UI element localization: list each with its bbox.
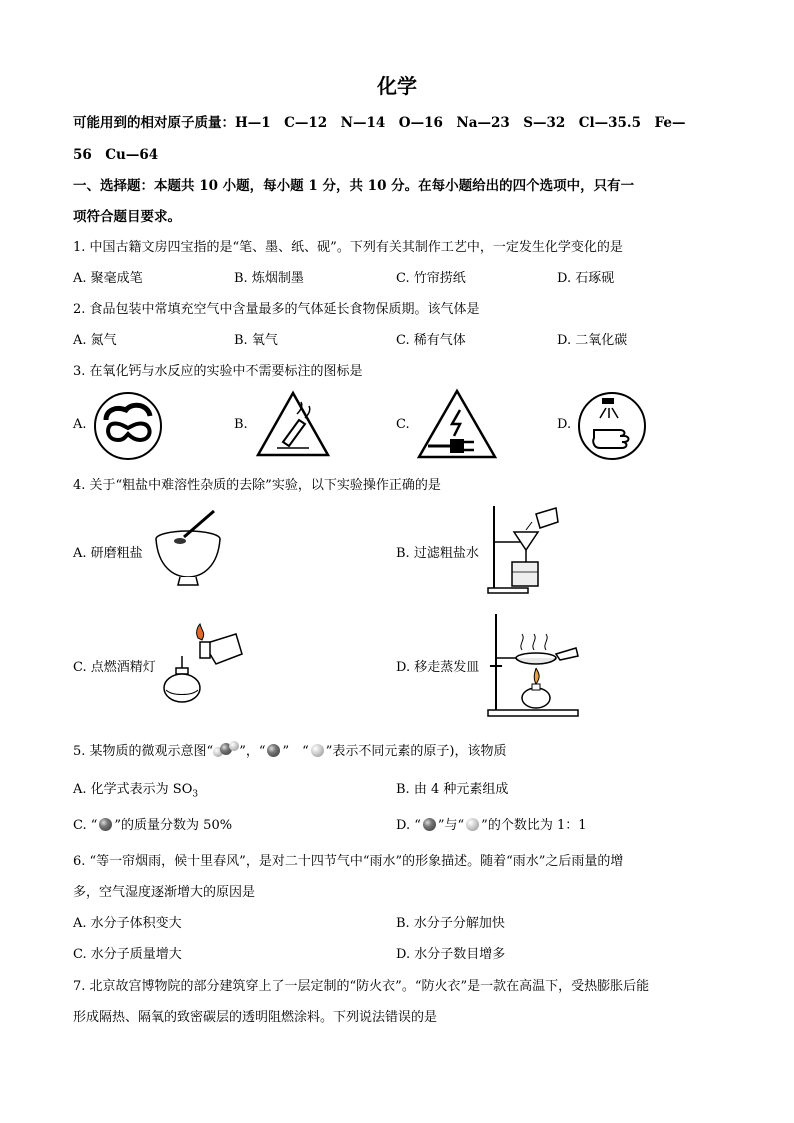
q2-option-a[interactable]: A. 氮气 <box>73 333 117 348</box>
hot-surface-warning-icon <box>255 390 331 458</box>
q2-option-d[interactable]: D. 二氧化碳 <box>557 333 628 348</box>
question-5-stem: 5. 某物质的微观示意图“ ”，“ ” “ ”表示不同元素的原子)，该物质 <box>73 740 507 759</box>
q4-option-a[interactable]: A. 研磨粗盐 <box>73 546 143 561</box>
dark-atom-icon <box>423 818 436 831</box>
q6-option-d[interactable]: D. 水分子数目增多 <box>396 947 506 962</box>
molecule-icon <box>213 743 239 757</box>
section-heading-line2: 项符合题目要求。 <box>73 209 181 225</box>
q5-option-c[interactable]: C. “ ”的质量分数为 50% <box>73 818 233 833</box>
q4-option-c[interactable]: C. 点燃酒精灯 <box>73 660 156 675</box>
evaporating-dish-setup-icon <box>486 610 582 718</box>
filtration-setup-icon <box>486 500 564 596</box>
wash-hands-icon <box>576 390 648 462</box>
light-atom-icon <box>466 818 479 831</box>
question-1-stem: 1. 中国古籍文房四宝指的是“笔、墨、纸、砚”。下列有关其制作工艺中，一定发生化学变化的是 <box>73 240 623 255</box>
section-heading-line1: 一、选择题：本题共 10 小题，每小题 1 分，共 10 分。在每小题给出的四个选项中，只有一 <box>73 178 635 194</box>
q5-option-a[interactable]: A. 化学式表示为 $SO_3$ <box>73 782 199 800</box>
question-7-line2: 形成隔热、隔氧的致密碳层的透明阻燃涂料。下列说法错误的是 <box>73 1010 438 1025</box>
page-title: 化学 <box>377 74 417 98</box>
q1-option-c[interactable]: C. 竹帘捞纸 <box>396 271 466 286</box>
goggles-icon <box>92 390 164 462</box>
q6-option-a[interactable]: A. 水分子体积变大 <box>73 916 182 931</box>
q2-option-c[interactable]: C. 稀有气体 <box>396 333 466 348</box>
q5-option-d[interactable]: D. “ ”与“ ”的个数比为 1：1 <box>396 818 587 833</box>
q3-label-b[interactable]: B. <box>234 417 248 432</box>
question-2-stem: 2. 食品包装中常填充空气中含量最多的气体延长食物保质期。该气体是 <box>73 302 480 317</box>
q3-label-d[interactable]: D. <box>557 417 572 432</box>
light-atom-icon <box>311 744 324 757</box>
q1-option-b[interactable]: B. 炼烟制墨 <box>234 271 304 286</box>
question-7-line1: 7. 北京故宫博物院的部分建筑穿上了一层定制的“防火衣”。“防火衣”是一款在高温下，受热膨胀后能 <box>73 979 650 994</box>
question-4-stem: 4. 关于“粗盐中难溶性杂质的去除”实验，以下实验操作正确的是 <box>73 478 441 493</box>
q3-label-a[interactable]: A. <box>73 417 87 432</box>
q3-label-c[interactable]: C. <box>396 417 410 432</box>
q1-option-d[interactable]: D. 石琢砚 <box>557 271 615 286</box>
atomic-masses-line2: 56 Cu—64 <box>73 147 159 163</box>
q4-option-b[interactable]: B. 过滤粗盐水 <box>396 546 479 561</box>
mortar-and-pestle-icon <box>150 505 230 591</box>
electrical-plug-icon <box>416 388 498 460</box>
alcohol-lamp-lighting-icon <box>160 620 248 708</box>
q5-option-b[interactable]: B. 由 4 种元素组成 <box>396 782 509 797</box>
q2-option-b[interactable]: B. 氧气 <box>234 333 278 348</box>
atomic-masses-line1: 可能用到的相对原子质量：H—1 C—12 N—14 O—16 Na—23 S—32 Cl—35.5 Fe— <box>73 115 686 131</box>
q6-option-c[interactable]: C. 水分子质量增大 <box>73 947 182 962</box>
dark-atom-icon <box>267 744 280 757</box>
question-6-line1: 6. “等一帘烟雨，候十里春风”，是对二十四节气中“雨水”的形象描述。随着“雨水”之后雨量的增 <box>73 854 624 869</box>
q1-option-a[interactable]: A. 聚毫成笔 <box>73 271 143 286</box>
q4-option-d[interactable]: D. 移走蒸发皿 <box>396 660 480 675</box>
question-6-line2: 多，空气湿度逐渐增大的原因是 <box>73 885 256 900</box>
dark-atom-icon <box>99 818 112 831</box>
question-3-stem: 3. 在氧化钙与水反应的实验中不需要标注的图标是 <box>73 364 363 379</box>
q6-option-b[interactable]: B. 水分子分解加快 <box>396 916 505 931</box>
